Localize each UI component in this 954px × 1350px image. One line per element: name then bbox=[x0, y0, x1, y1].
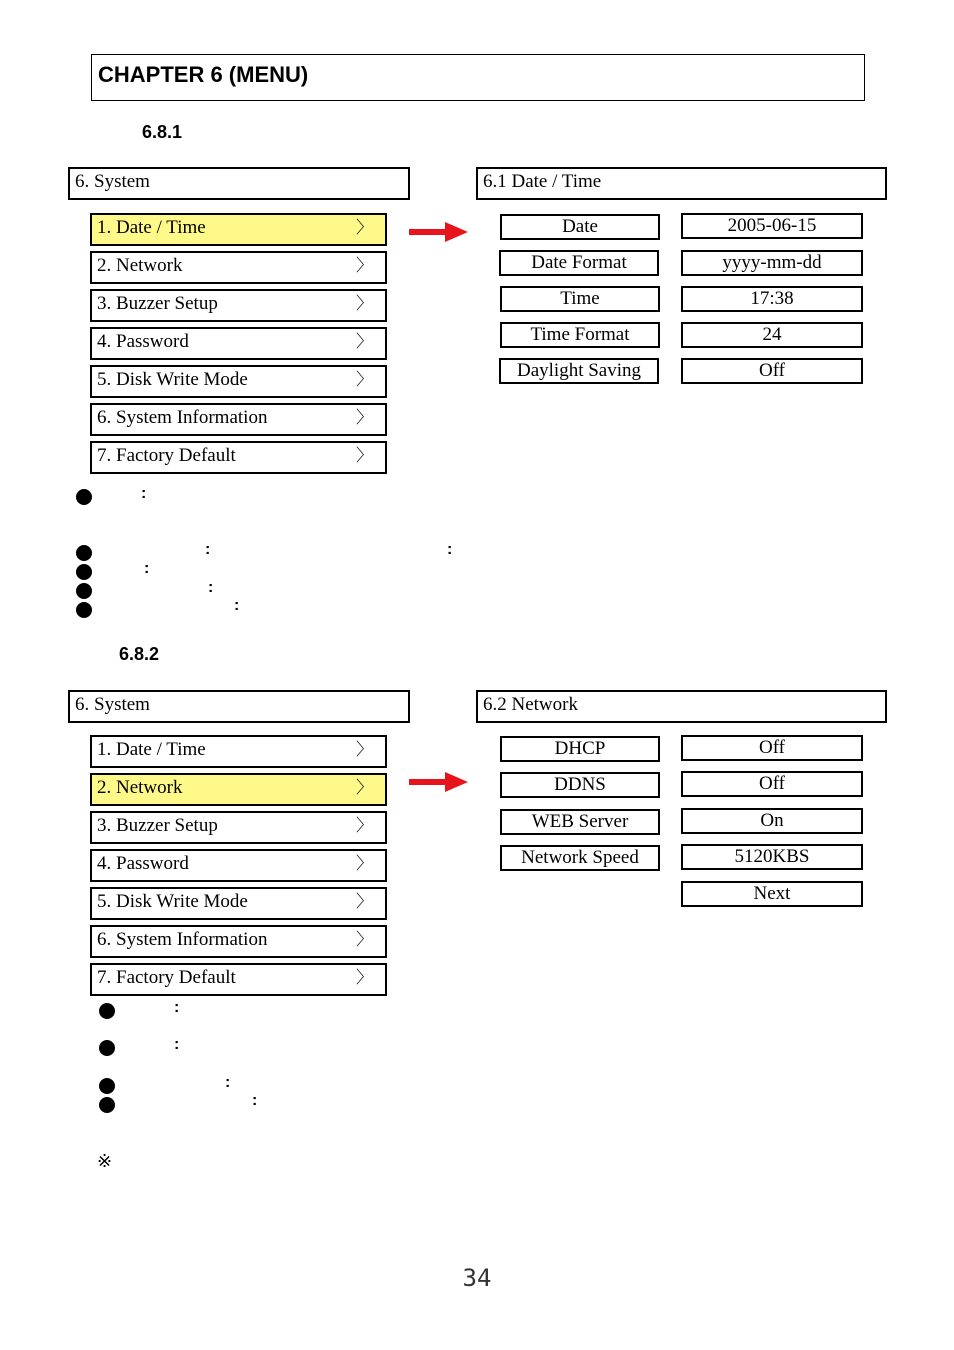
chevron-right-icon: 〉 bbox=[356, 968, 373, 987]
bullet-icon bbox=[76, 545, 92, 561]
menu-item-label: 6. System Information bbox=[97, 407, 268, 428]
menu-item-network[interactable] bbox=[90, 251, 387, 284]
colon-mark: : bbox=[447, 541, 453, 558]
bullet-icon bbox=[99, 1097, 115, 1113]
time-format-label: Time Format bbox=[500, 322, 660, 348]
network-speed-label: Network Speed bbox=[500, 845, 660, 871]
colon-mark: : bbox=[208, 579, 214, 596]
menu-item-network[interactable] bbox=[90, 773, 387, 806]
network-speed-value-field[interactable]: 5120KBS bbox=[681, 844, 863, 870]
menu-item-label: 4. Password bbox=[97, 853, 189, 874]
menu-item-buzzer-setup[interactable] bbox=[90, 811, 387, 844]
section-number: 6.8.2 bbox=[119, 644, 160, 664]
system-menu bbox=[90, 735, 387, 1001]
web-server-value-field[interactable]: On bbox=[681, 808, 863, 834]
date-format-label: Date Format bbox=[499, 250, 659, 276]
section-number: 6.8.1 bbox=[142, 122, 183, 142]
colon-mark: : bbox=[174, 1036, 180, 1053]
web-server-label: WEB Server bbox=[500, 809, 660, 835]
chevron-right-icon: 〉 bbox=[356, 256, 373, 275]
network-panel-title: 6.2 Network bbox=[476, 690, 887, 723]
page-number: 34 bbox=[462, 1264, 492, 1292]
menu-item-label: 5. Disk Write Mode bbox=[97, 369, 248, 390]
chevron-right-icon: 〉 bbox=[356, 892, 373, 911]
date-format-value-field[interactable]: yyyy-mm-dd bbox=[681, 250, 863, 276]
menu-item-label: 5. Disk Write Mode bbox=[97, 891, 248, 912]
chevron-right-icon: 〉 bbox=[356, 370, 373, 389]
system-panel-title: 6. System bbox=[68, 690, 410, 723]
chapter-title: CHAPTER 6 (MENU) bbox=[91, 54, 865, 101]
menu-item-label: 4. Password bbox=[97, 331, 189, 352]
daylight-saving-label: Daylight Saving bbox=[499, 358, 659, 384]
ddns-value-field[interactable]: Off bbox=[681, 771, 863, 797]
time-label: Time bbox=[500, 286, 660, 312]
menu-item-factory-default[interactable] bbox=[90, 441, 387, 474]
system-panel-title: 6. System bbox=[68, 167, 410, 200]
dhcp-label: DHCP bbox=[500, 736, 660, 762]
note-mark: ※ bbox=[97, 1151, 113, 1171]
date-value-field[interactable]: 2005-06-15 bbox=[681, 213, 863, 239]
bullet-icon bbox=[99, 1003, 115, 1019]
bullet-icon bbox=[76, 489, 92, 505]
menu-item-system-information[interactable] bbox=[90, 403, 387, 436]
menu-item-label: 7. Factory Default bbox=[97, 967, 236, 988]
menu-item-factory-default[interactable] bbox=[90, 963, 387, 996]
menu-item-system-information[interactable] bbox=[90, 925, 387, 958]
chevron-right-icon: 〉 bbox=[356, 332, 373, 351]
menu-item-date-time[interactable] bbox=[90, 735, 387, 768]
chevron-right-icon: 〉 bbox=[356, 854, 373, 873]
menu-item-password[interactable] bbox=[90, 849, 387, 882]
bullet-icon bbox=[76, 583, 92, 599]
colon-mark: : bbox=[144, 560, 150, 577]
chevron-right-icon: 〉 bbox=[356, 218, 373, 237]
chevron-right-icon: 〉 bbox=[356, 294, 373, 313]
next-button[interactable]: Next bbox=[681, 881, 863, 907]
menu-item-label: 7. Factory Default bbox=[97, 445, 236, 466]
bullet-icon bbox=[99, 1040, 115, 1056]
time-format-value-field[interactable]: 24 bbox=[681, 322, 863, 348]
menu-item-label: 3. Buzzer Setup bbox=[97, 815, 218, 836]
chevron-right-icon: 〉 bbox=[356, 446, 373, 465]
menu-item-label: 6. System Information bbox=[97, 929, 268, 950]
colon-mark: : bbox=[234, 597, 240, 614]
time-value-field[interactable]: 17:38 bbox=[681, 286, 863, 312]
bullet-icon bbox=[99, 1078, 115, 1094]
ddns-label: DDNS bbox=[500, 772, 660, 798]
colon-mark: : bbox=[225, 1074, 231, 1091]
chevron-right-icon: 〉 bbox=[356, 930, 373, 949]
chevron-right-icon: 〉 bbox=[356, 408, 373, 427]
menu-item-label: 1. Date / Time bbox=[97, 217, 206, 238]
colon-mark: : bbox=[252, 1092, 258, 1109]
menu-item-label: 2. Network bbox=[97, 255, 183, 276]
menu-item-label: 1. Date / Time bbox=[97, 739, 206, 760]
menu-item-disk-write-mode[interactable] bbox=[90, 365, 387, 398]
colon-mark: : bbox=[174, 999, 180, 1016]
bullet-icon bbox=[76, 602, 92, 618]
arrow-right-icon bbox=[409, 221, 469, 243]
colon-mark: : bbox=[205, 541, 211, 558]
menu-item-label: 3. Buzzer Setup bbox=[97, 293, 218, 314]
chevron-right-icon: 〉 bbox=[356, 740, 373, 759]
daylight-saving-value-field[interactable]: Off bbox=[681, 358, 863, 384]
bullet-icon bbox=[76, 564, 92, 580]
chevron-right-icon: 〉 bbox=[356, 816, 373, 835]
menu-item-password[interactable] bbox=[90, 327, 387, 360]
menu-item-date-time[interactable] bbox=[90, 213, 387, 246]
menu-item-buzzer-setup[interactable] bbox=[90, 289, 387, 322]
chevron-right-icon: 〉 bbox=[356, 778, 373, 797]
colon-mark: : bbox=[141, 485, 147, 502]
date-label: Date bbox=[500, 214, 660, 240]
date-time-panel-title: 6.1 Date / Time bbox=[476, 167, 887, 200]
menu-item-disk-write-mode[interactable] bbox=[90, 887, 387, 920]
arrow-right-icon bbox=[409, 771, 469, 793]
system-menu bbox=[90, 213, 387, 479]
dhcp-value-field[interactable]: Off bbox=[681, 735, 863, 761]
menu-item-label: 2. Network bbox=[97, 777, 183, 798]
